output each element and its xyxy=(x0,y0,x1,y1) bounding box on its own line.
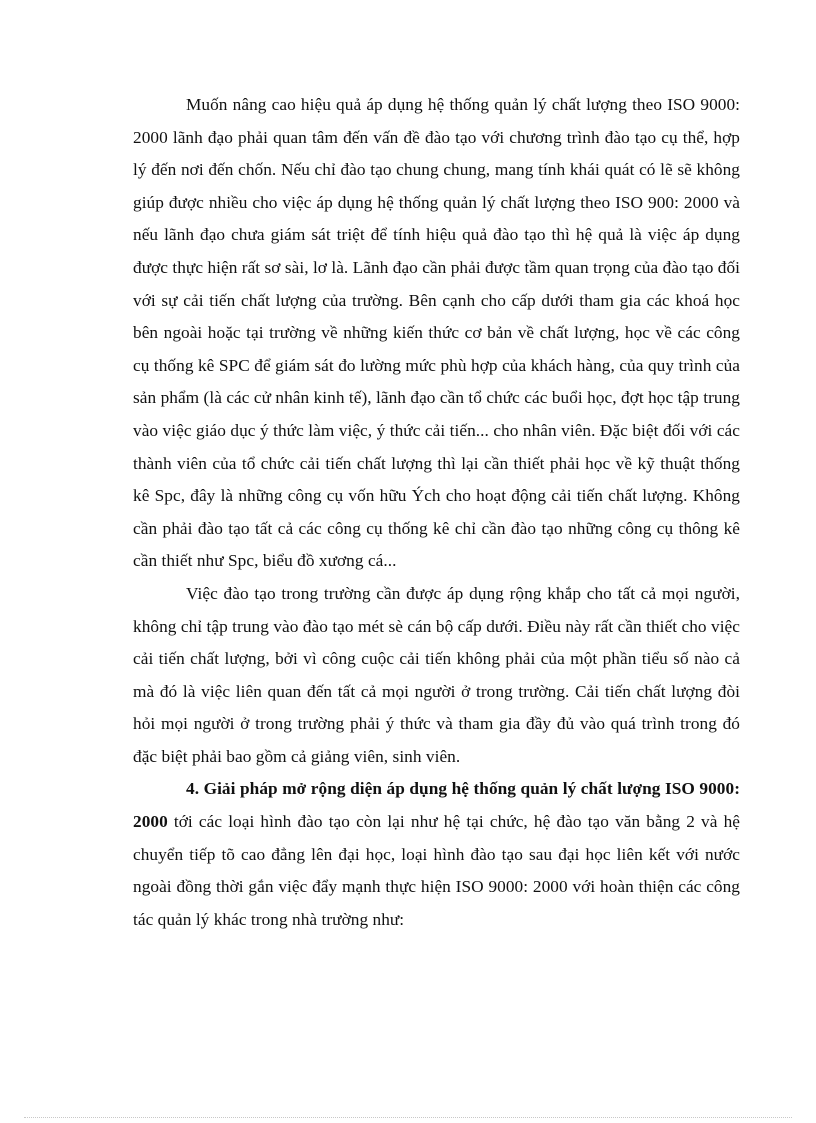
paragraph-training-importance: Muốn nâng cao hiệu quả áp dụng hệ thống quản lý chất lượng theo ISO 9000: 2000 lãnh đạo phải quan tâm đến vấn đề đào tạo với chương trình đào tạo cụ thể, hợp lý đến nơi đến chốn. Nếu chỉ đào tạo chung chung, mang tính khái quát có lẽ sẽ không giúp được nhiều cho việc áp dụng hệ thống quản lý chất lượng theo ISO 900: 2000 và nếu lãnh đạo chưa giám sát triệt để tính hiệu quả đào tạo thì hệ quả là việc áp dụng được thực hiện rất sơ sài, lơ là. Lãnh đạo cần phải được tầm quan trọng của đào tạo đối với sự cải tiến chất lượng của trường. Bên cạnh cho cấp dưới tham gia các khoá học bên ngoài hoặc tại trường về những kiến thức cơ bản về chất lượng, học về các công cụ thống kê SPC để giám sát đo lường mức phù hợp của khách hàng, của quy trình của sản phẩm (là các cử nhân kinh tế), lãnh đạo cần tổ chức các buổi học, đợt học tập trung vào việc giáo dục ý thức làm việc, ý thức cải tiến... cho nhân viên. Đặc biệt đối với các thành viên của tổ chức cải tiến chất lượng thì lại cần thiết phải học về kỹ thuật thống kê Spc, đây là những công cụ vốn hữu Ých cho hoạt động cải tiến chất lượng. Không cần phải đào tạo tất cả các công cụ thống kê chỉ cần đào tạo những công cụ thông kê cần thiết như Spc, biểu đồ xương cá... xyxy=(133,95,740,571)
solution-4-heading: 4. Giải pháp mở rộng diện áp dụng hệ thống quản lý chất lượng ISO 9000: 2000 xyxy=(133,779,740,832)
paragraph-training-scope: Việc đào tạo trong trường cần được áp dụng rộng khắp cho tất cả mọi người, không chỉ tập trung vào đào tạo mét sè cán bộ cấp dưới. Điều này rất cần thiết cho việc cải tiến chất lượng, bởi vì công cuộc cải tiến không phải của một phần tiểu số nào cả mà đó là việc liên quan đến tất cả mọi người ở trong trường. Cải tiến chất lượng đòi hỏi mọi người ở trong trường phải ý thức và tham gia đầy đủ vào quá trình trong đó đặc biệt phải bao gồm cả giảng viên, sinh viên. xyxy=(133,583,740,766)
solution-4-text: tới các loại hình đào tạo còn lại như hệ tại chức, hệ đào tạo văn bằng 2 và hệ chuyển tiếp tõ cao đẳng lên đại học, loại hình đào tạo sau đại học liên kết với nước ngoài đồng thời gắn việc đẩy mạnh thực hiện ISO 9000: 2000 với hoàn thiện các công tác quản lý khác trong nhà trường như: xyxy=(133,812,740,929)
paragraph-solution-4 xyxy=(133,773,740,936)
body-text xyxy=(133,89,740,936)
page-bottom-dotted-rule xyxy=(24,1117,792,1118)
